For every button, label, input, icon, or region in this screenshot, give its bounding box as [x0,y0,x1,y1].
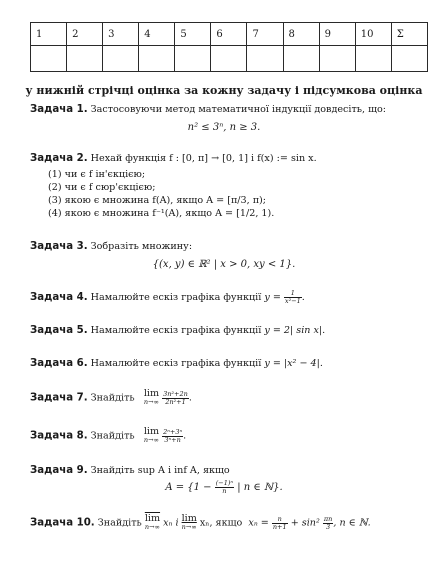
score-header-cell: 1 [31,23,67,46]
liminf-operator [182,514,197,532]
task-4-tail: . [301,292,305,303]
task-6-expr: y = |x² − 4|. [264,358,323,369]
score-entry-cell[interactable] [391,46,427,72]
limit-symbol: lim [143,426,160,437]
limit-symbol: lim [143,388,160,399]
task-9-formula [0,480,448,495]
task-5-expr: y = 2| sin x|. [264,325,326,336]
score-header-cell: 5 [175,23,211,46]
task-label: Задача 6. [30,358,88,369]
limit-symbol: lim [181,513,197,524]
limsup-operator [145,514,160,532]
task-4-expr: y = [264,292,281,303]
limit-operator [144,427,159,445]
task-label: Задача 1. [30,104,88,115]
score-entry-row [31,46,428,72]
task-4 [30,290,432,305]
task-label: Задача 4. [30,292,88,303]
score-header-cell: 7 [247,23,283,46]
task-7-tail: . [188,392,192,404]
fraction-numerator: (−1)ⁿ [215,479,234,487]
score-entry-cell[interactable] [319,46,355,72]
score-header-cell: Σ [391,23,427,46]
task-8 [30,427,432,445]
formula-rhs: | n ∈ ℕ}. [237,482,283,493]
sequence-term: xₙ = [248,517,269,529]
score-header-cell: 2 [67,23,103,46]
task-4-fraction [284,290,302,305]
task-text: Намалюйте ескіз графіка функції [90,292,262,303]
task-text: Намалюйте ескіз графіка функції [90,325,262,336]
score-entry-cell[interactable] [103,46,139,72]
score-entry-cell[interactable] [247,46,283,72]
limit-subscript: n→∞ [143,398,159,406]
score-header-cell: 4 [139,23,175,46]
task-3 [30,240,432,253]
task-3-formula: {(x, y) ∈ ℝ² | x > 0, xy < 1}. [152,259,296,270]
task-2-item: (4) якою є множина f⁻¹(A), якщо A = [1/2, 1). [48,208,275,219]
task-label: Задача 10. [30,517,95,529]
limit-symbol: $\overline{lim}$ [144,513,161,524]
task-label: Задача 5. [30,325,88,336]
fraction-denominator: n [222,487,227,495]
score-entry-cell[interactable] [31,46,67,72]
task-text: Знайдіть [90,430,135,442]
table-caption: у нижній стрічці оцінка за кожну задачу і підсумкова оцінка [25,84,423,97]
score-header-cell: 3 [103,23,139,46]
score-header-cell: 9 [319,23,355,46]
task-text: Зобразіть множину: [90,241,193,252]
score-entry-cell[interactable] [211,46,247,72]
task-2-item: (1) чи є f ін'єкцією; [48,169,146,180]
task-5 [30,324,432,337]
task-label: Задача 9. [30,465,88,476]
task-2 [30,152,432,165]
task-10 [30,514,432,532]
score-header-row [31,23,428,46]
fraction-denominator: n+1 [272,522,287,531]
task-9-fraction [215,480,234,495]
task-10-mid: xₙ, якщо [199,517,243,529]
fraction-numerator: n [272,516,288,524]
score-header-cell: 8 [283,23,319,46]
task-text: Нехай функція f : [0, π] → [0, 1] і f(x) := sin x. [90,153,317,164]
task-text: Знайдіть [90,392,135,404]
fraction-numerator: 3n²+2n [163,389,188,398]
task-8-tail: . [183,430,187,442]
sin-term: + sin² [290,517,320,529]
fraction-denominator: 3 [326,522,331,531]
task-text: Намалюйте ескіз графіка функції [90,358,262,369]
score-entry-cell[interactable] [355,46,391,72]
score-header-cell: 6 [211,23,247,46]
task-10-end: , n ∈ ℕ. [333,517,371,529]
score-entry-cell[interactable] [175,46,211,72]
task-10-mid: xₙ і [163,517,179,529]
score-table [30,22,428,72]
task-1 [30,103,432,116]
task-text: Знайдіть [97,517,142,529]
task-9 [30,464,432,477]
task-label: Задача 2. [30,153,88,164]
task-2-item: (3) якою є множина f(A), якщо A = [π/3, π); [48,195,266,206]
fraction-numerator: 1 [284,290,302,298]
task-text: Застосовуючи метод математичної індукції довдесіть, що: [90,104,387,115]
limit-subscript: n→∞ [181,523,197,531]
task-label: Задача 7. [30,392,88,404]
score-entry-cell[interactable] [67,46,103,72]
task-8-fraction [162,429,183,444]
fraction-numerator: 2ⁿ+3ⁿ [163,427,183,436]
formula-lhs: A = {1 − [165,482,212,493]
fraction-denominator: 3ⁿ+n [164,435,181,444]
fraction-numerator: πn [323,514,333,523]
task-label: Задача 8. [30,430,88,442]
task-2-item: (2) чи є f сюр'єкцією; [48,182,156,193]
task-6 [30,357,432,370]
score-entry-cell[interactable] [283,46,319,72]
limit-subscript: n→∞ [144,523,160,531]
score-entry-cell[interactable] [139,46,175,72]
fraction-denominator: x²−1 [284,297,301,305]
task-text: Знайдіть sup A і inf A, якщо [90,465,230,476]
task-1-formula: n² ≤ 3ⁿ, n ≥ 3. [187,122,261,133]
task-10-fraction [272,516,288,531]
fraction-denominator: 2n²+1 [165,397,186,406]
task-label: Задача 3. [30,241,88,252]
score-header-cell: 10 [355,23,391,46]
limit-subscript: n→∞ [143,436,159,444]
task-7-fraction [162,391,189,406]
task-10-fraction [323,516,333,531]
task-7 [30,389,432,407]
limit-operator [144,389,159,407]
